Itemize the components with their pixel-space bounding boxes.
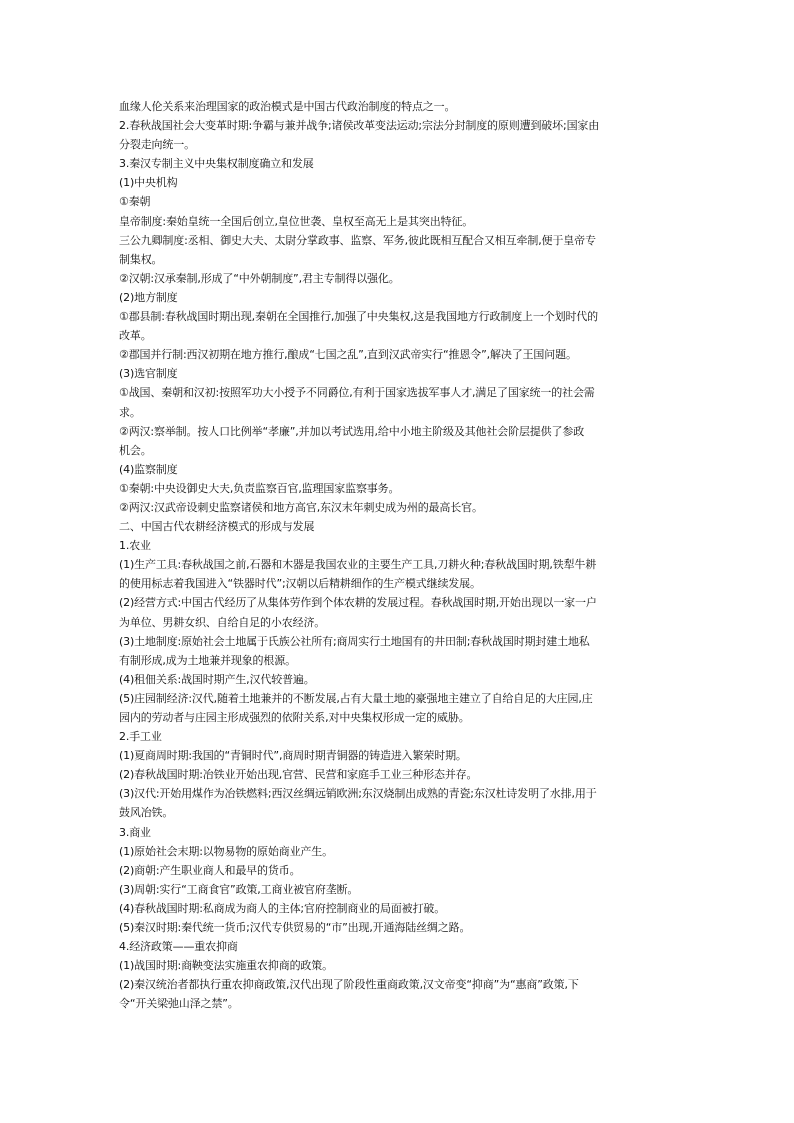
text-line: (1)战国时期:商鞅变法实施重农抑商的政策。 [119,959,333,973]
text-line: ②汉朝:汉承秦制,形成了“中外朝制度”,君主专制得以强化。 [119,271,400,285]
text-line: (2)经营方式:中国古代经历了从集体劳作到个体农耕的发展过程。春秋战国时期,开始出现以一家一户 [119,596,597,610]
text-line: 机会。 [119,443,152,457]
text-line: (3)土地制度:原始社会土地属于氏族公社所有;商周实行土地国有的井田制;春秋战国时期封建土地私 [119,634,590,648]
text-line: ②两汉:汉武帝设刺史监察诸侯和地方高官,东汉末年刺史成为州的最高长官。 [119,500,483,514]
text-line: 有制形成,成为土地兼并现象的根源。 [119,653,296,667]
text-line: 为单位、男耕女织、自给自足的小农经济。 [119,615,326,629]
section-heading: 2.手工业 [119,730,162,744]
section-heading: 3.秦汉专制主义中央集权制度确立和发展 [119,157,314,171]
text-line: 制集权。 [119,252,163,266]
text-line: ①郡县制:春秋战国时期出现,秦朝在全国推行,加强了中央集权,这是我国地方行政制度上一个划时代的 [119,310,599,324]
item-heading: ①秦朝 [119,195,151,209]
chapter-heading: 二、中国古代农耕经济模式的形成与发展 [119,520,315,534]
section-heading: 1.农业 [119,539,151,553]
text-line: ①秦朝:中央设御史大夫,负责监察百官,监理国家监察事务。 [119,481,400,495]
text-line: (2)商朝:产生职业商人和最早的货币。 [119,863,301,877]
text-line: ②两汉:察举制。按人口比例举“孝廉”,并加以考试选用,给中小地主阶级及其他社会阶层提供了参政 [119,424,585,438]
text-line: (1)原始社会末期:以物易物的原始商业产生。 [119,844,333,858]
subsection-heading: (4)监察制度 [119,462,178,476]
text-line: (3)汉代:开始用煤作为冶铁燃料;西汉丝绸远销欧洲;东汉烧制出成熟的青瓷;东汉杜诗发明了水排,用于 [119,787,597,801]
section-heading: 3.商业 [119,825,151,839]
text-line: 求。 [119,405,141,419]
text-line: (4)春秋战国时期:私商成为商人的主体;官府控制商业的局面被打破。 [119,901,446,915]
text-line: (1)夏商周时期:我国的“青铜时代”,商周时期青铜器的铸造进入繁荣时期。 [119,749,467,763]
subsection-heading: (1)中央机构 [119,176,178,190]
text-line: (1)生产工具:春秋战国之前,石器和木器是我国农业的主要生产工具,刀耕火种;春秋战国时期,铁犁牛耕 [119,558,597,572]
text-line: 2.春秋战国社会大变革时期:争霸与兼并战争;诸侯改革变法运动;宗法分封制度的原则遭到破坏;国家由 [119,119,600,133]
text-line: 三公九卿制度:丞相、御史大夫、太尉分掌政事、监察、军务,彼此既相互配合又相互牵制,便于皇帝专 [119,233,596,247]
text-line: 血缘人伦关系来治理国家的政治模式是中国古代政治制度的特点之一。 [119,100,456,113]
text-line: 园内的劳动者与庄园主形成强烈的依附关系,对中央集权形成一定的威胁。 [119,711,470,724]
text-line: (2)秦汉统治者都执行重农抑商政策,汉代出现了阶段性重商政策,汉文帝变“抑商”为“惠商”政策,下 [119,978,579,992]
text-line: ①战国、秦朝和汉初:按照军功大小授予不同爵位,有利于国家选拔军事人才,满足了国家统一的社会需 [119,386,595,400]
text-line: 皇帝制度:秦始皇统一全国后创立,皇位世袭、皇权至高无上是其突出特征。 [119,214,474,228]
text-line: (5)庄园制经济:汉代,随着土地兼并的不断发展,占有大量土地的豪强地主建立了自给自足的大庄园,庄 [119,691,593,705]
text-line: 鼓风冶铁。 [119,806,174,820]
text-line: ②郡国并行制:西汉初期在地方推行,酿成“七国之乱”,直到汉武帝实行“推恩令”,解决了王国问题。 [119,348,577,362]
text-line: 分裂走向统一。 [119,138,195,152]
text-line: (4)租佃关系:战国时期产生,汉代较普遍。 [119,672,315,686]
text-line: (3)周朝:实行“工商食官”政策,工商业被官府垄断。 [119,882,359,896]
document-body [119,97,677,1014]
text-line: (2)春秋战国时期:冶铁业开始出现,官营、民营和家庭手工业三种形态并存。 [119,768,478,782]
text-line: 改革。 [119,329,152,343]
text-line: 的使用标志着我国进入“铁器时代”;汉朝以后精耕细作的生产模式继续发展。 [119,577,481,591]
section-heading: 4.经济政策——重农抑商 [119,940,238,954]
subsection-heading: (3)选官制度 [119,367,178,381]
subsection-heading: (2)地方制度 [119,290,178,304]
text-line: 令“开关梁弛山泽之禁”。 [119,997,239,1011]
text-line: (5)秦汉时期:秦代统一货币;汉代专供贸易的“市”出现,开通海陆丝绸之路。 [119,921,471,935]
